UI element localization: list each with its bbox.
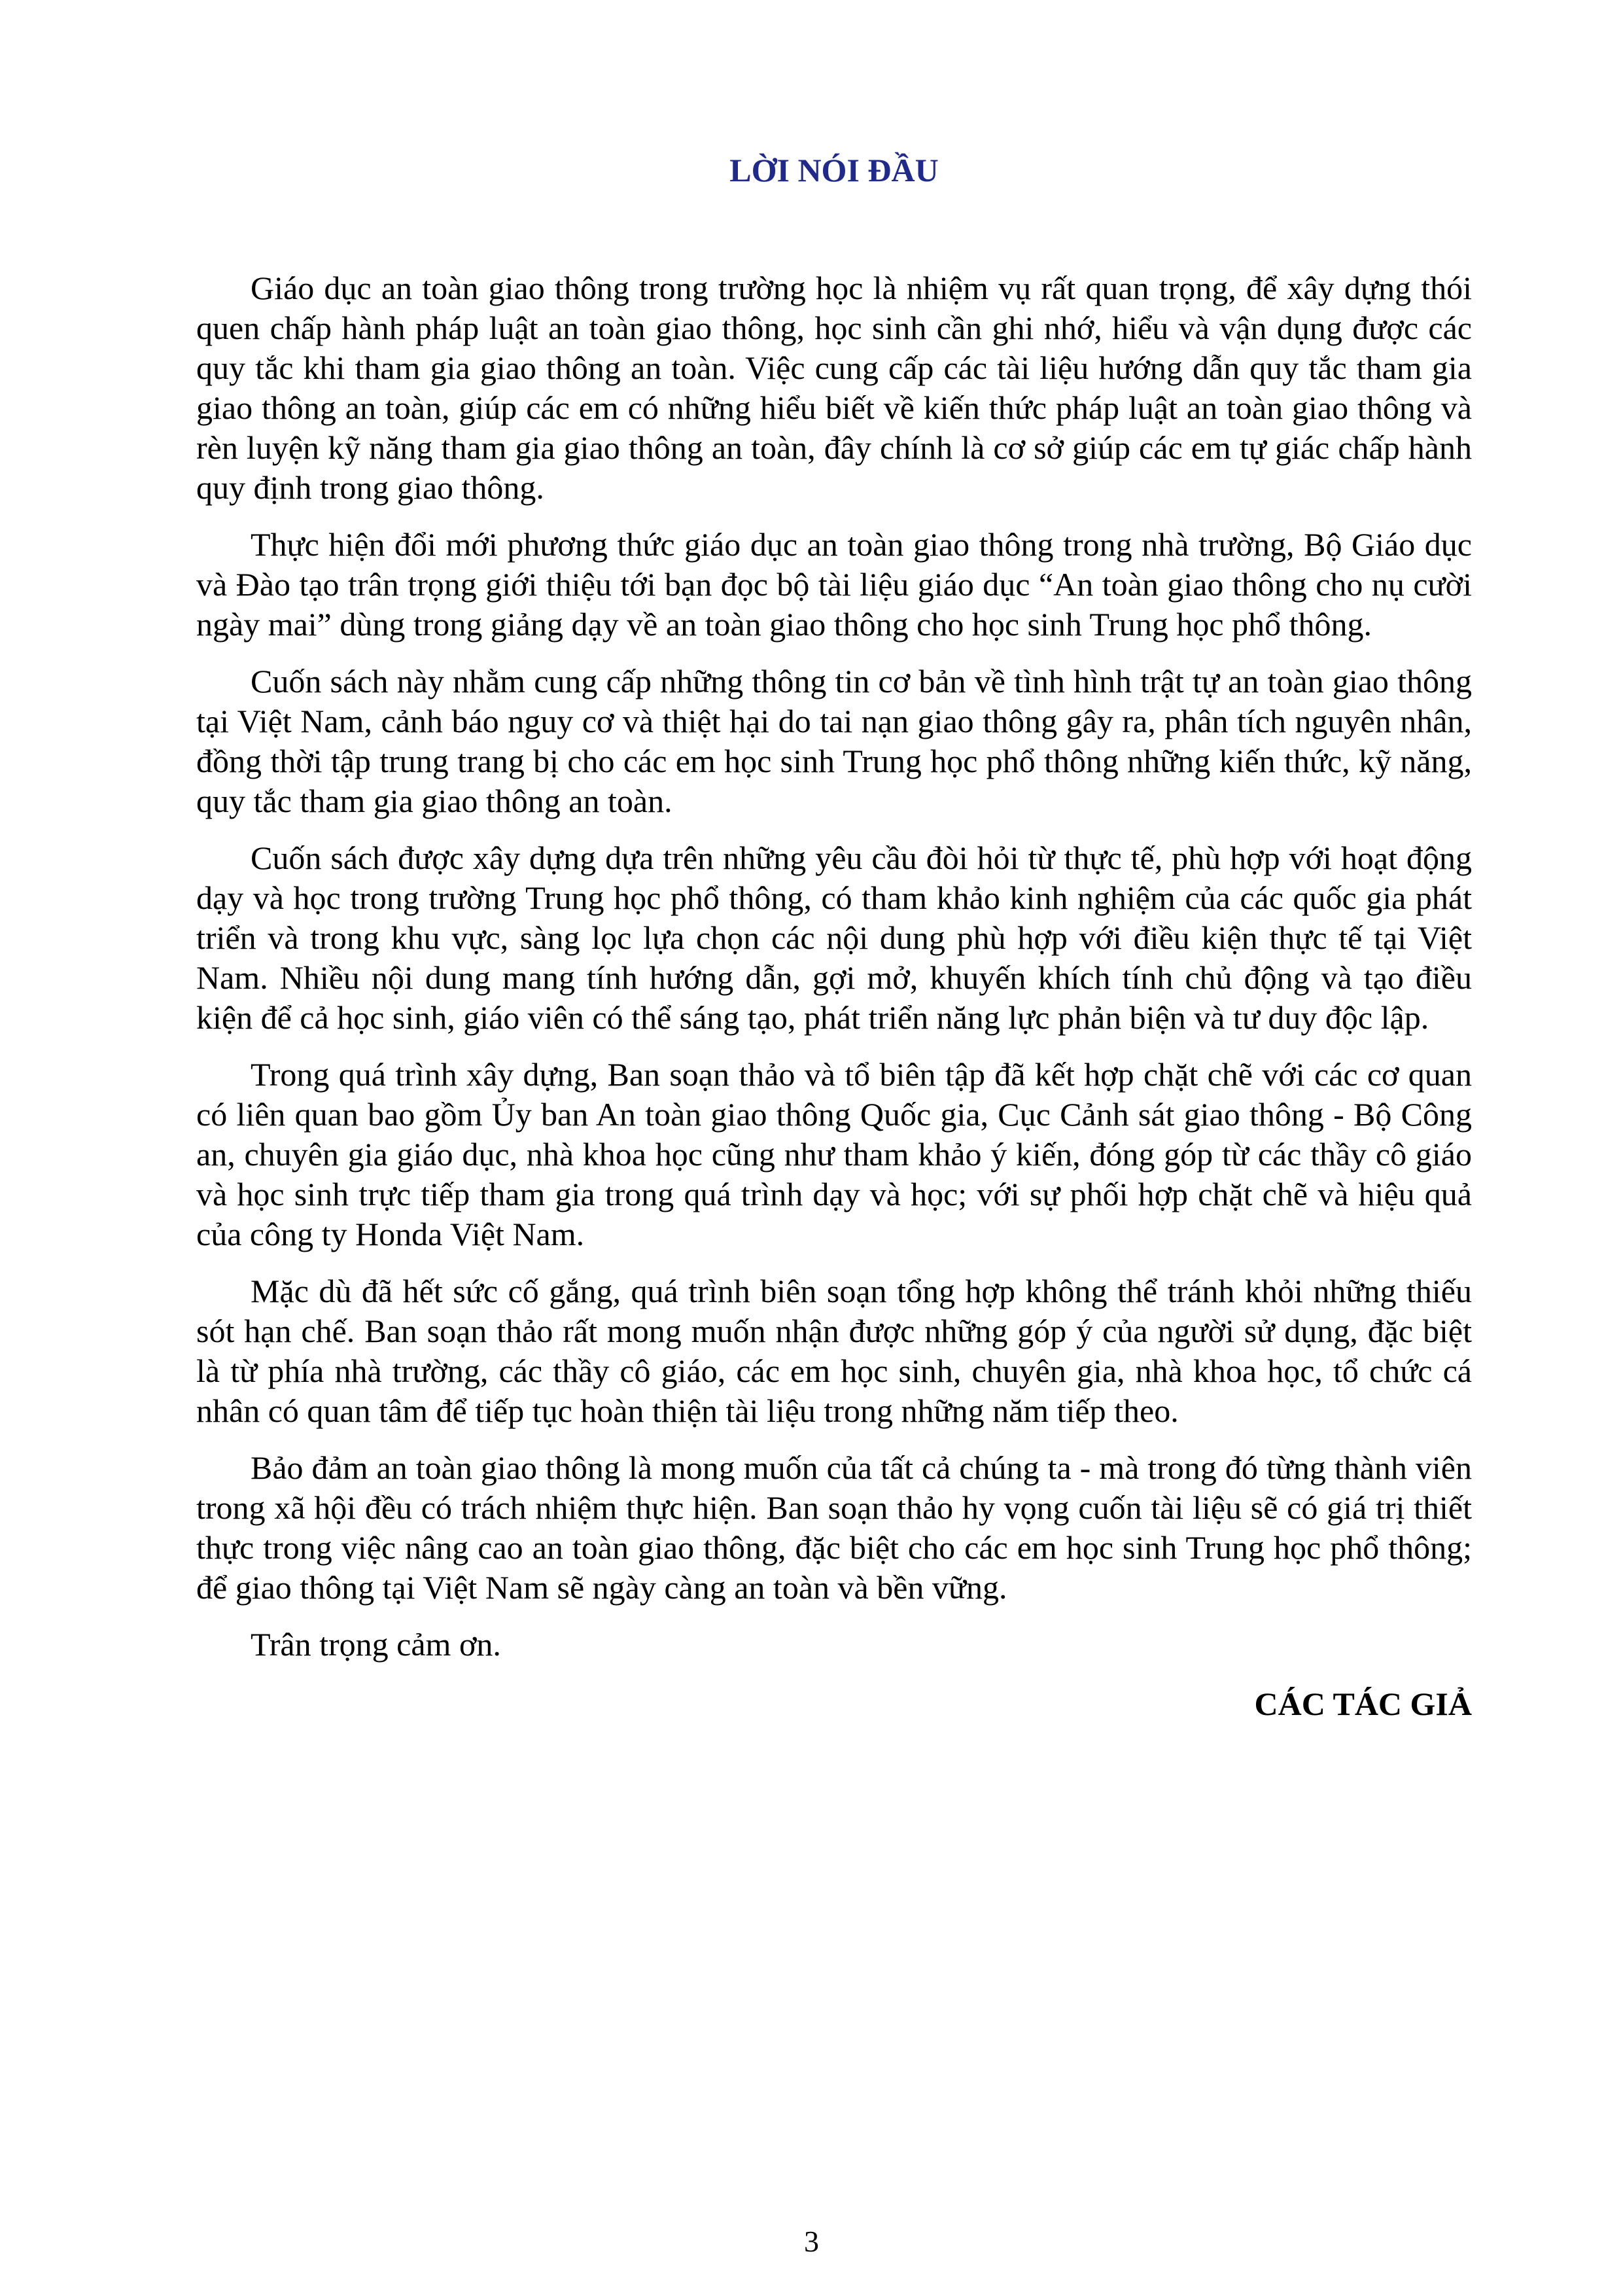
- page-number: 3: [804, 2225, 819, 2258]
- document-page: [196, 150, 1472, 1724]
- paragraph-5: Trong quá trình xây dựng, Ban soạn thảo và tổ biên tập đã kết hợp chặt chẽ với các cơ quan có liên quan bao gồm Ủy ban An toàn giao thông Quốc gia, Cục Cảnh sát giao thông - Bộ Công an, chuyên gia giáo dục, nhà khoa học cũng như tham khảo ý kiến, đóng góp từ các thầy cô giáo và học sinh trực tiếp tham gia trong quá trình dạy và học; với sự phối hợp chặt chẽ và hiệu quả của công ty Honda Việt Nam.: [196, 1056, 1472, 1252]
- page-title: LỜI NÓI ĐẦU: [729, 152, 939, 188]
- paragraph-4: Cuốn sách được xây dựng dựa trên những yêu cầu đòi hỏi từ thực tế, phù hợp với hoạt động dạy và học trong trường Trung học phổ thông, có tham khảo kinh nghiệm của các quốc gia phát triển và trong khu vực, sàng lọc lựa chọn các nội dung phù hợp với điều kiện thực tế tại Việt Nam. Nhiều nội dung mang tính hướng dẫn, gợi mở, khuyến khích tính chủ động và tạo điều kiện để cả học sinh, giáo viên có thể sáng tạo, phát triển năng lực phản biện và tư duy độc lập.: [196, 839, 1472, 1036]
- preface-body: [196, 268, 1472, 1724]
- paragraph-7: Bảo đảm an toàn giao thông là mong muốn của tất cả chúng ta - mà trong đó từng thành viên trong xã hội đều có trách nhiệm thực hiện. Ban soạn thảo hy vọng cuốn tài liệu sẽ có giá trị thiết thực trong việc nâng cao an toàn giao thông, đặc biệt cho các em học sinh Trung học phổ thông; để giao thông tại Việt Nam sẽ ngày càng an toàn và bền vững.: [196, 1449, 1472, 1606]
- closing-line: Trân trọng cảm ơn.: [251, 1626, 501, 1663]
- paragraph-2: Thực hiện đổi mới phương thức giáo dục an toàn giao thông trong nhà trường, Bộ Giáo dục và Đào tạo trân trọng giới thiệu tới bạn đọc bộ tài liệu giáo dục “An toàn giao thông cho nụ cười ngày mai” dùng trong giảng dạy về an toàn giao thông cho học sinh Trung học phổ thông.: [196, 526, 1472, 643]
- paragraph-1: Giáo dục an toàn giao thông trong trường học là nhiệm vụ rất quan trọng, để xây dựng thói quen chấp hành pháp luật an toàn giao thông, học sinh cần ghi nhớ, hiểu và vận dụng được các quy tắc khi tham gia giao thông an toàn. Việc cung cấp các tài liệu hướng dẫn quy tắc tham gia giao thông an toàn, giúp các em có những hiểu biết về kiến thức pháp luật an toàn giao thông và rèn luyện kỹ năng tham gia giao thông an toàn, đây chính là cơ sở giúp các em tự giác chấp hành quy định trong giao thông.: [196, 270, 1472, 506]
- signature: CÁC TÁC GIẢ: [1254, 1686, 1472, 1722]
- paragraph-3: Cuốn sách này nhằm cung cấp những thông tin cơ bản về tình hình trật tự an toàn giao thông tại Việt Nam, cảnh báo nguy cơ và thiệt hại do tai nạn giao thông gây ra, phân tích nguyên nhân, đồng thời tập trung trang bị cho các em học sinh Trung học phổ thông những kiến thức, kỹ năng, quy tắc tham gia giao thông an toàn.: [196, 663, 1472, 819]
- paragraph-6: Mặc dù đã hết sức cố gắng, quá trình biên soạn tổng hợp không thể tránh khỏi những thiếu sót hạn chế. Ban soạn thảo rất mong muốn nhận được những góp ý của người sử dụng, đặc biệt là từ phía nhà trường, các thầy cô giáo, các em học sinh, chuyên gia, nhà khoa học, tổ chức cá nhân có quan tâm để tiếp tục hoàn thiện tài liệu trong những năm tiếp theo.: [196, 1273, 1472, 1429]
